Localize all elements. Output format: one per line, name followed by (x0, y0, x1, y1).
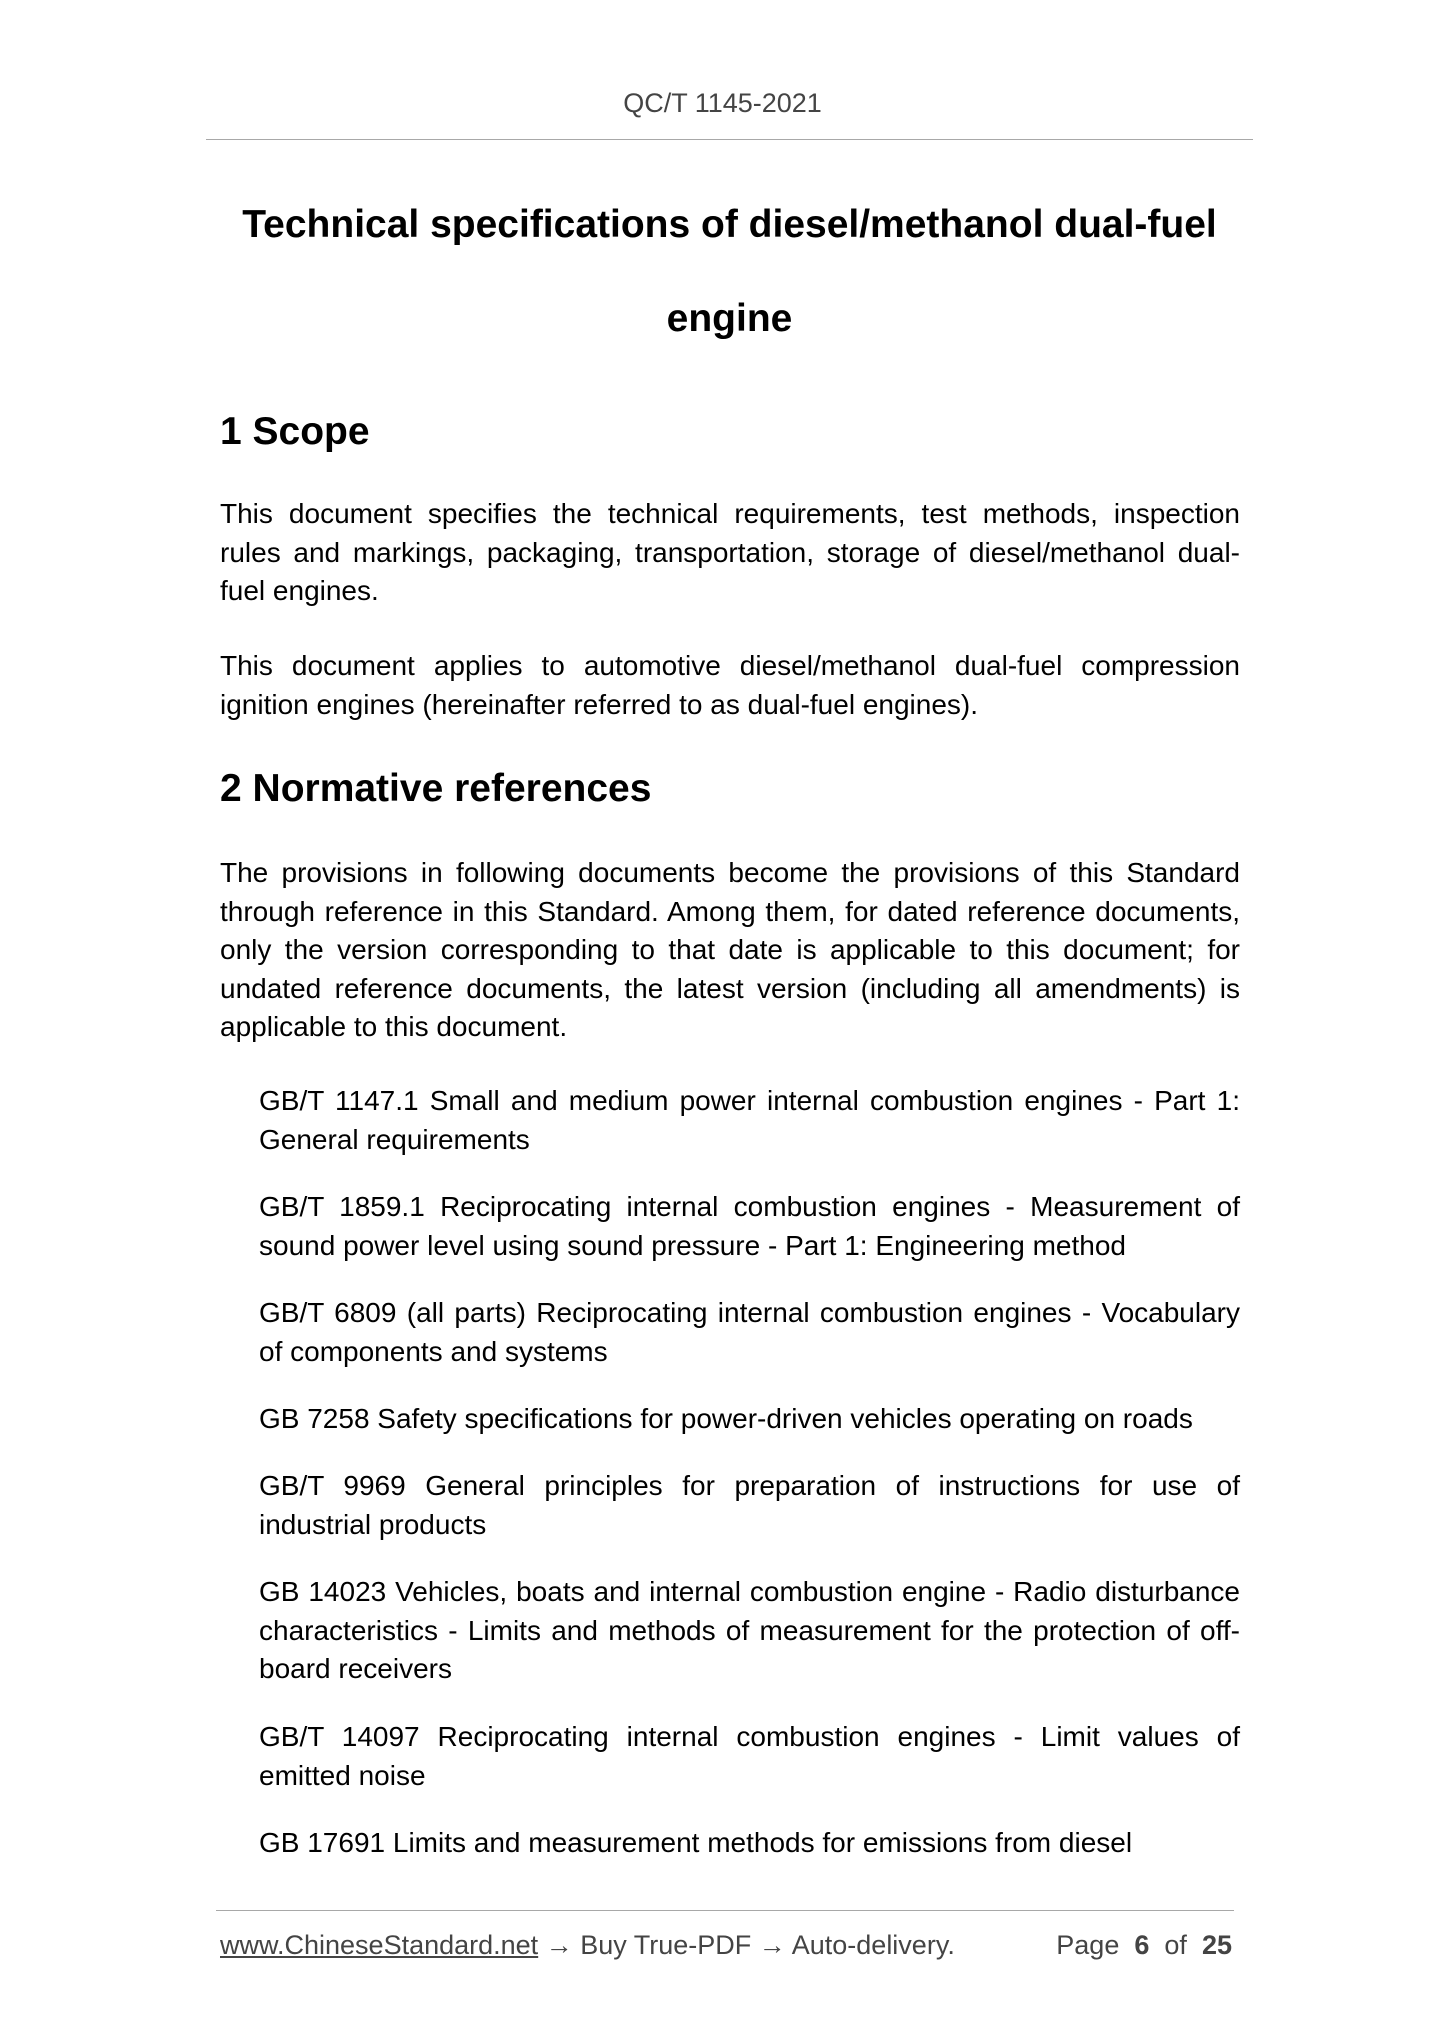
page-current: 6 (1134, 1930, 1150, 1960)
footer-divider (216, 1910, 1234, 1911)
document-title (206, 178, 1253, 366)
section-heading-normative-references: 2 Normative references (220, 767, 652, 810)
document-title-line-1: Technical specifications of diesel/methanol dual-fuel (242, 203, 1217, 246)
reference-item: GB 17691 Limits and measurement methods for emissions from diesel (259, 1827, 1133, 1858)
scope-paragraph-1: This document specifies the technical requirements, test methods, inspection rules and markings, packaging, transportation, storage of diesel/methanol dual-fuel engines. (220, 498, 1240, 606)
page-footer (220, 1930, 1232, 1961)
page-number (1056, 1930, 1232, 1961)
page-label: Page (1056, 1930, 1120, 1960)
reference-item: GB 7258 Safety specifications for power-driven vehicles operating on roads (259, 1403, 1193, 1434)
reference-item: GB 14023 Vehicles, boats and internal combustion engine - Radio disturbance characteristics - Limits and methods of measurement for the protection of off-board receivers (259, 1576, 1240, 1684)
reference-item: GB/T 14097 Reciprocating internal combustion engines - Limit values of emitted noise (259, 1721, 1240, 1791)
footer-promo (220, 1930, 955, 1961)
scope-paragraph-2: This document applies to automotive diesel/methanol dual-fuel compression ignition engines (hereinafter referred to as dual-fuel engines). (220, 650, 1240, 720)
header-divider (206, 139, 1253, 140)
normative-references-intro: The provisions in following documents become the provisions of this Standard through reference in this Standard. Among them, for dated reference documents, only the version corresponding to that date is applicable to this document; for undated reference documents, the latest version (including all amendments) is applicable to this document. (220, 857, 1240, 1042)
reference-item: GB/T 6809 (all parts) Reciprocating internal combustion engines - Vocabulary of components and systems (259, 1297, 1240, 1367)
reference-item: GB/T 1147.1 Small and medium power internal combustion engines - Part 1: General requirements (259, 1085, 1240, 1155)
reference-item: GB/T 9969 General principles for preparation of instructions for use of industrial products (259, 1470, 1240, 1540)
section-heading-scope: 1 Scope (220, 410, 370, 453)
footer-website-link[interactable]: www.ChineseStandard.net (220, 1930, 539, 1960)
page-total: 25 (1201, 1930, 1232, 1960)
page-of-label: of (1164, 1930, 1187, 1960)
reference-item: GB/T 1859.1 Reciprocating internal combustion engines - Measurement of sound power level using sound pressure - Part 1: Engineering method (259, 1191, 1240, 1261)
footer-promo-text: → Buy True-PDF → Auto-delivery. (538, 1930, 955, 1960)
header-standard-code: QC/T 1145-2021 (623, 88, 822, 118)
document-title-line-2: engine (666, 297, 793, 340)
